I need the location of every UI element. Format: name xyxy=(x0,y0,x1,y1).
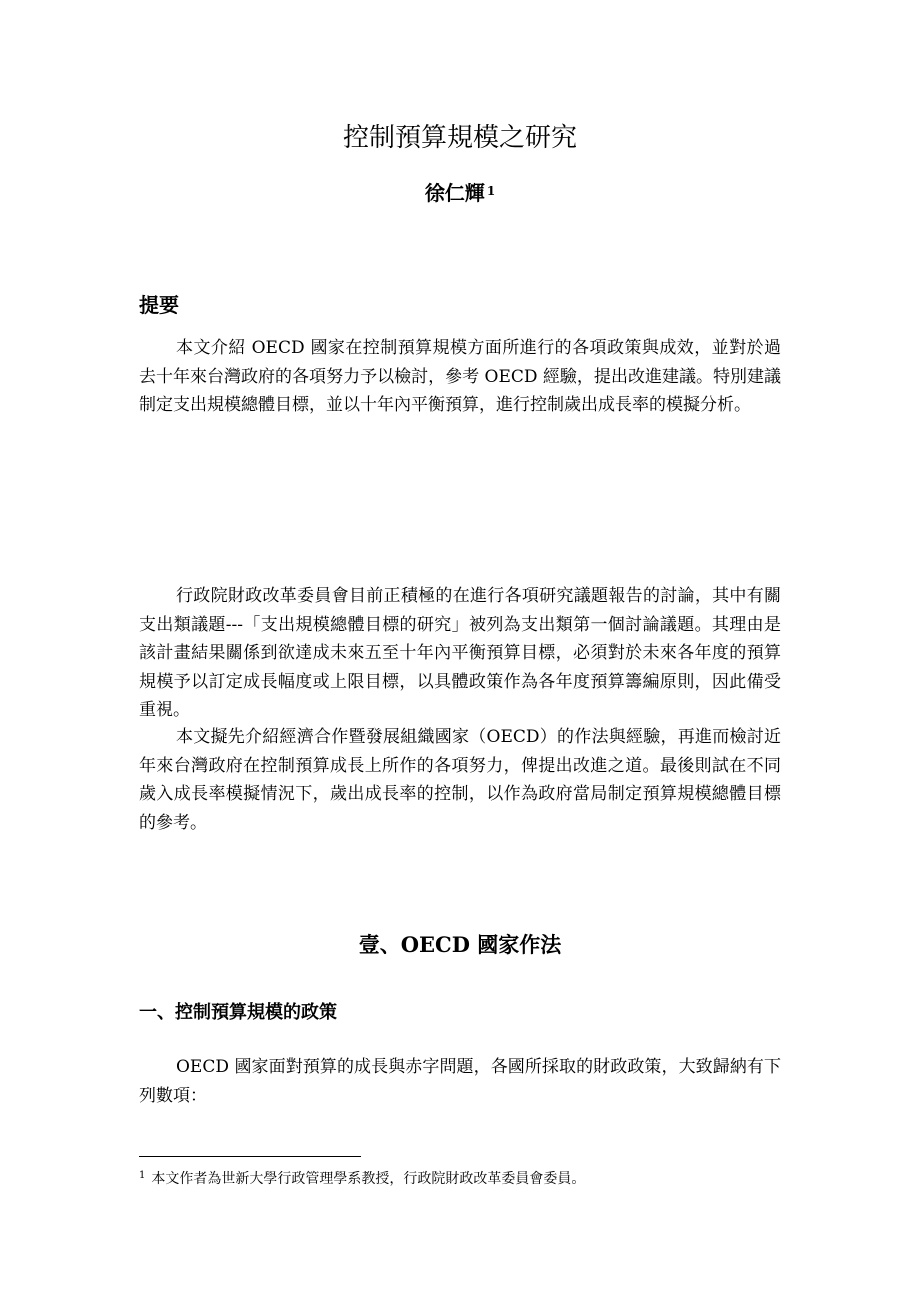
document-title: 控制預算規模之研究 xyxy=(342,123,577,153)
intro-paragraph-2: 本文擬先介紹經濟合作暨發展組織國家（OECD）的作法與經驗，再進而檢討近年來台灣政府在控制預算成長上所作的各項努力，俾提出改進之道。最後則試在不同歲入成長率模擬情況下，歲出成長率的控制，以作為政府當局制定預算規模總體目標的參考。 xyxy=(139,727,781,833)
author-line xyxy=(0,177,920,209)
footnote-text: 本文作者為世新大學行政管理學系教授，行政院財政改革委員會委員。 xyxy=(151,1171,586,1187)
section-paragraph: OECD 國家面對預算的成長與赤字問題，各國所採取的財政政策，大致歸納有下列數項： xyxy=(139,1057,781,1106)
author-footnote-marker[interactable]: 1 xyxy=(486,184,496,198)
intro-paragraph-1: 行政院財政改革委員會目前正積極的在進行各項研究議題報告的討論，其中有關支出類議題---「支出規模總體目標的研究」被列為支出類第一個討論議題。其理由是該計畫結果關係到欲達成未來五至十年內平衡預算目標，必須對於未來各年度的預算規模予以訂定成長幅度或上限目標，以具體政策作為各年度預算籌編原則，因此備受重視。 xyxy=(139,586,781,720)
footnote-marker: 1 xyxy=(139,1170,146,1181)
footnote xyxy=(139,1168,781,1190)
footnote-divider xyxy=(139,1156,361,1157)
section-heading: 壹、OECD 國家作法 xyxy=(358,932,562,957)
abstract-paragraph: 本文介紹 OECD 國家在控制預算規模方面所進行的各項政策與成效，並對於過去十年來台灣政府的各項努力予以檢討，參考 OECD 經驗，提出改進建議。特別建議制定支出規模總體目標，並以十年內平衡預算，進行控制歲出成長率的模擬分析。 xyxy=(139,338,781,415)
abstract-heading: 提要 xyxy=(139,293,179,317)
subsection-heading: 一、控制預算規模的政策 xyxy=(139,1002,337,1023)
author-name: 徐仁輝 xyxy=(424,181,485,205)
